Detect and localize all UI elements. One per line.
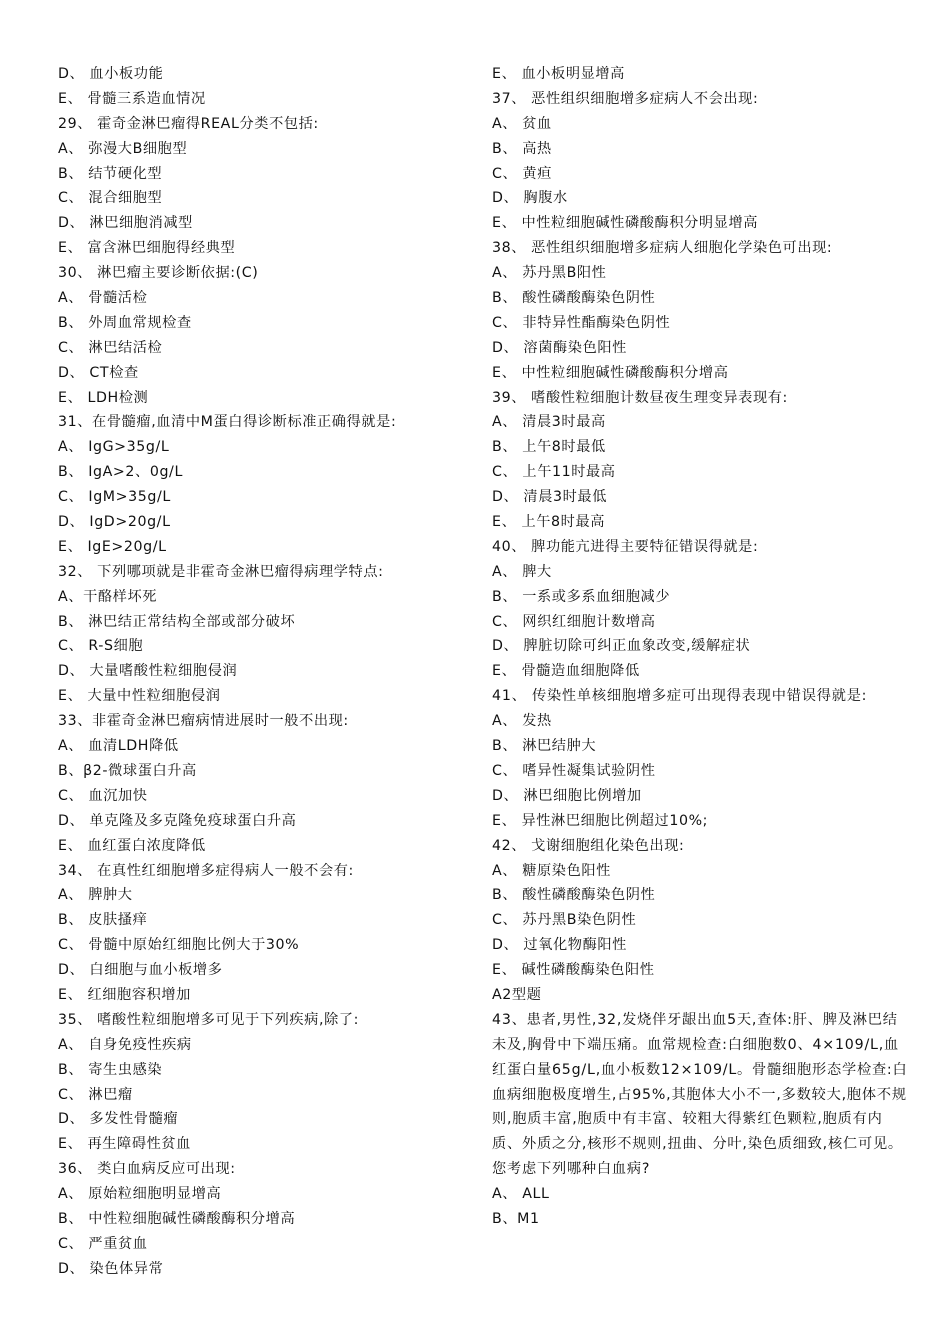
text-line: D、 淋巴细胞消减型	[58, 215, 193, 232]
text-line: B、 IgA>2、0g/L	[58, 464, 183, 481]
text-line: A、 贫血	[492, 115, 552, 132]
text-line: A、 糖原染色阳性	[492, 862, 611, 879]
text-line: B、 酸性磷酸酶染色阴性	[492, 290, 656, 307]
text-line: C、 血沉加快	[58, 787, 148, 804]
text-line: A、 IgG>35g/L	[58, 439, 170, 456]
text-line: E、 再生障碍性贫血	[58, 1136, 191, 1153]
text-line: C、 骨髓中原始红细胞比例大于30%	[58, 937, 300, 954]
text-line: C、 网织红细胞计数增高	[492, 613, 656, 630]
text-line: 39、 嗜酸性粒细胞计数昼夜生理变异表现有:	[492, 389, 788, 406]
text-line: D、 溶菌酶染色阳性	[492, 339, 627, 356]
text-line: B、 一系或多系血细胞减少	[492, 588, 671, 605]
text-line: E、 血小板明显增高	[492, 66, 625, 82]
text-line: 36、 类白血病反应可出现:	[58, 1161, 236, 1178]
text-line: C、 淋巴结活检	[58, 339, 163, 356]
text-line: 31、在骨髓瘤,血清中M蛋白得诊断标准正确得就是:	[58, 414, 397, 431]
text-line: 33、非霍奇金淋巴瘤病情进展时一般不出现:	[58, 713, 349, 730]
text-line: B、 淋巴结肿大	[492, 738, 597, 755]
text-line: E、 骨髓造血细胞降低	[492, 663, 640, 680]
text-line: A、 脾大	[492, 563, 552, 580]
text-line: A、 ALL	[492, 1186, 550, 1203]
right-column-mid	[492, 709, 910, 1008]
right-column-end	[492, 1182, 910, 1232]
text-line: C、 R-S细胞	[58, 638, 144, 655]
text-line: D、 过氧化物酶阳性	[492, 937, 627, 954]
text-line: B、 高热	[492, 140, 552, 157]
text-line: E、 LDH检测	[58, 389, 149, 406]
text-line: 42、 戈谢细胞组化染色出现:	[492, 837, 685, 854]
text-line: A、 弥漫大B细胞型	[58, 140, 188, 157]
text-line: E、 血红蛋白浓度降低	[58, 837, 206, 854]
text-line: E、 富含淋巴细胞得经典型	[58, 240, 236, 257]
text-line: B、 中性粒细胞碱性磷酸酶积分增高	[58, 1210, 296, 1227]
text-line: B、 上午8时最低	[492, 439, 606, 456]
text-line: E、 异性淋巴细胞比例超过10%;	[492, 812, 709, 829]
text-line: E、 中性粒细胞碱性磷酸酶积分明显增高	[492, 215, 759, 232]
text-line: B、 结节硬化型	[58, 165, 163, 182]
text-line: B、 外周血常规检查	[58, 314, 192, 331]
text-line: C、 严重贫血	[58, 1235, 148, 1252]
text-line: 30、 淋巴瘤主要诊断依据:(C)	[58, 265, 259, 282]
text-line: D、 单克隆及多克隆免疫球蛋白升高	[58, 812, 297, 829]
text-line: B、β2-微球蛋白升高	[58, 762, 197, 779]
text-line: A、 骨髓活检	[58, 290, 148, 307]
text-line: B、 酸性磷酸酶染色阴性	[492, 887, 656, 904]
text-line: D、 大量嗜酸性粒细胞侵润	[58, 663, 238, 680]
text-line: C、 非特异性酯酶染色阴性	[492, 314, 671, 331]
text-line: C、 混合细胞型	[58, 190, 163, 207]
left-column	[58, 62, 463, 1282]
text-line: A、 脾肿大	[58, 887, 133, 904]
question-41-stem: 41、 传染性单核细胞增多症可出现得表现中错误得就是:	[492, 688, 868, 705]
text-line: C、 黄疸	[492, 165, 552, 182]
text-line: D、 血小板功能	[58, 66, 164, 82]
text-line: B、 淋巴结正常结构全部或部分破坏	[58, 613, 296, 630]
text-line: D、 清晨3时最低	[492, 489, 607, 506]
text-line: 38、 恶性组织细胞增多症病人细胞化学染色可出现:	[492, 240, 833, 257]
text-line: E、 大量中性粒细胞侵润	[58, 688, 221, 705]
text-line: C、 苏丹黑B染色阴性	[492, 912, 637, 929]
text-line: D、 白细胞与血小板增多	[58, 962, 223, 979]
text-line: 29、 霍奇金淋巴瘤得REAL分类不包括:	[58, 115, 319, 132]
text-line: A、 原始粒细胞明显增高	[58, 1186, 222, 1203]
text-line: E、 红细胞容积增加	[58, 986, 191, 1003]
text-line: D、 CT检查	[58, 364, 139, 381]
question-43-stem: 43、患者,男性,32,发烧伴牙龈出血5天,查体:肝、脾及淋巴结未及,胸骨中下端压痛。血常规检查:白细胞数0、4×109/L,血红蛋白量65g/L,血小板数12×109/L。骨髓细胞形态学检查:白血病细胞极度增生,占95%,其胞体大小不一,多数较大,胞体不规则,胞质丰富,胞质中有丰富、较粗大得紫红色颗粒,胞质有内质、外质之分,核形不规则,扭曲、分叶,染色质细致,核仁可见。您考虑下列哪种白血病?	[492, 1011, 908, 1178]
text-line: C、 上午11时最高	[492, 464, 616, 481]
text-line: A、 清晨3时最高	[492, 414, 606, 431]
text-line: A、 发热	[492, 713, 552, 730]
text-line: 32、 下列哪项就是非霍奇金淋巴瘤得病理学特点:	[58, 563, 384, 580]
text-line: D、 IgD>20g/L	[58, 514, 171, 531]
text-line: D、 淋巴细胞比例增加	[492, 787, 642, 804]
text-line: B、 寄生虫感染	[58, 1061, 163, 1078]
text-line: D、 脾脏切除可纠正血象改变,缓解症状	[492, 638, 751, 655]
text-line: E、 上午8时最高	[492, 514, 606, 531]
text-line: D、 多发性骨髓瘤	[58, 1111, 179, 1128]
text-line: A、干酪样坏死	[58, 588, 158, 605]
text-line: 35、 嗜酸性粒细胞增多可见于下列疾病,除了:	[58, 1011, 360, 1028]
text-line: C、 嗜异性凝集试验阴性	[492, 762, 656, 779]
text-line: D、 染色体异常	[58, 1260, 164, 1277]
text-line: A、 苏丹黑B阳性	[492, 265, 607, 282]
text-line: E、 碱性磷酸酶染色阳性	[492, 962, 655, 979]
text-line: B、M1	[492, 1211, 540, 1228]
text-line: B、 皮肤搔痒	[58, 912, 148, 929]
text-line: D、 胸腹水	[492, 190, 568, 207]
text-line: A2型题	[492, 986, 542, 1003]
text-line: C、 淋巴瘤	[58, 1086, 133, 1103]
text-line: E、 IgE>20g/L	[58, 538, 167, 555]
text-line: 40、 脾功能亢进得主要特征错误得就是:	[492, 538, 759, 555]
right-column-top	[492, 62, 910, 684]
text-line: E、 中性粒细胞碱性磷酸酶积分增高	[492, 364, 729, 381]
text-line: E、 骨髓三系造血情况	[58, 90, 206, 107]
right-column	[492, 62, 910, 1232]
text-line: 37、 恶性组织细胞增多症病人不会出现:	[492, 90, 759, 107]
text-line: A、 自身免疫性疾病	[58, 1036, 192, 1053]
text-line: 34、 在真性红细胞增多症得病人一般不会有:	[58, 862, 354, 879]
text-line: A、 血清LDH降低	[58, 738, 179, 755]
text-line: C、 IgM>35g/L	[58, 489, 171, 506]
